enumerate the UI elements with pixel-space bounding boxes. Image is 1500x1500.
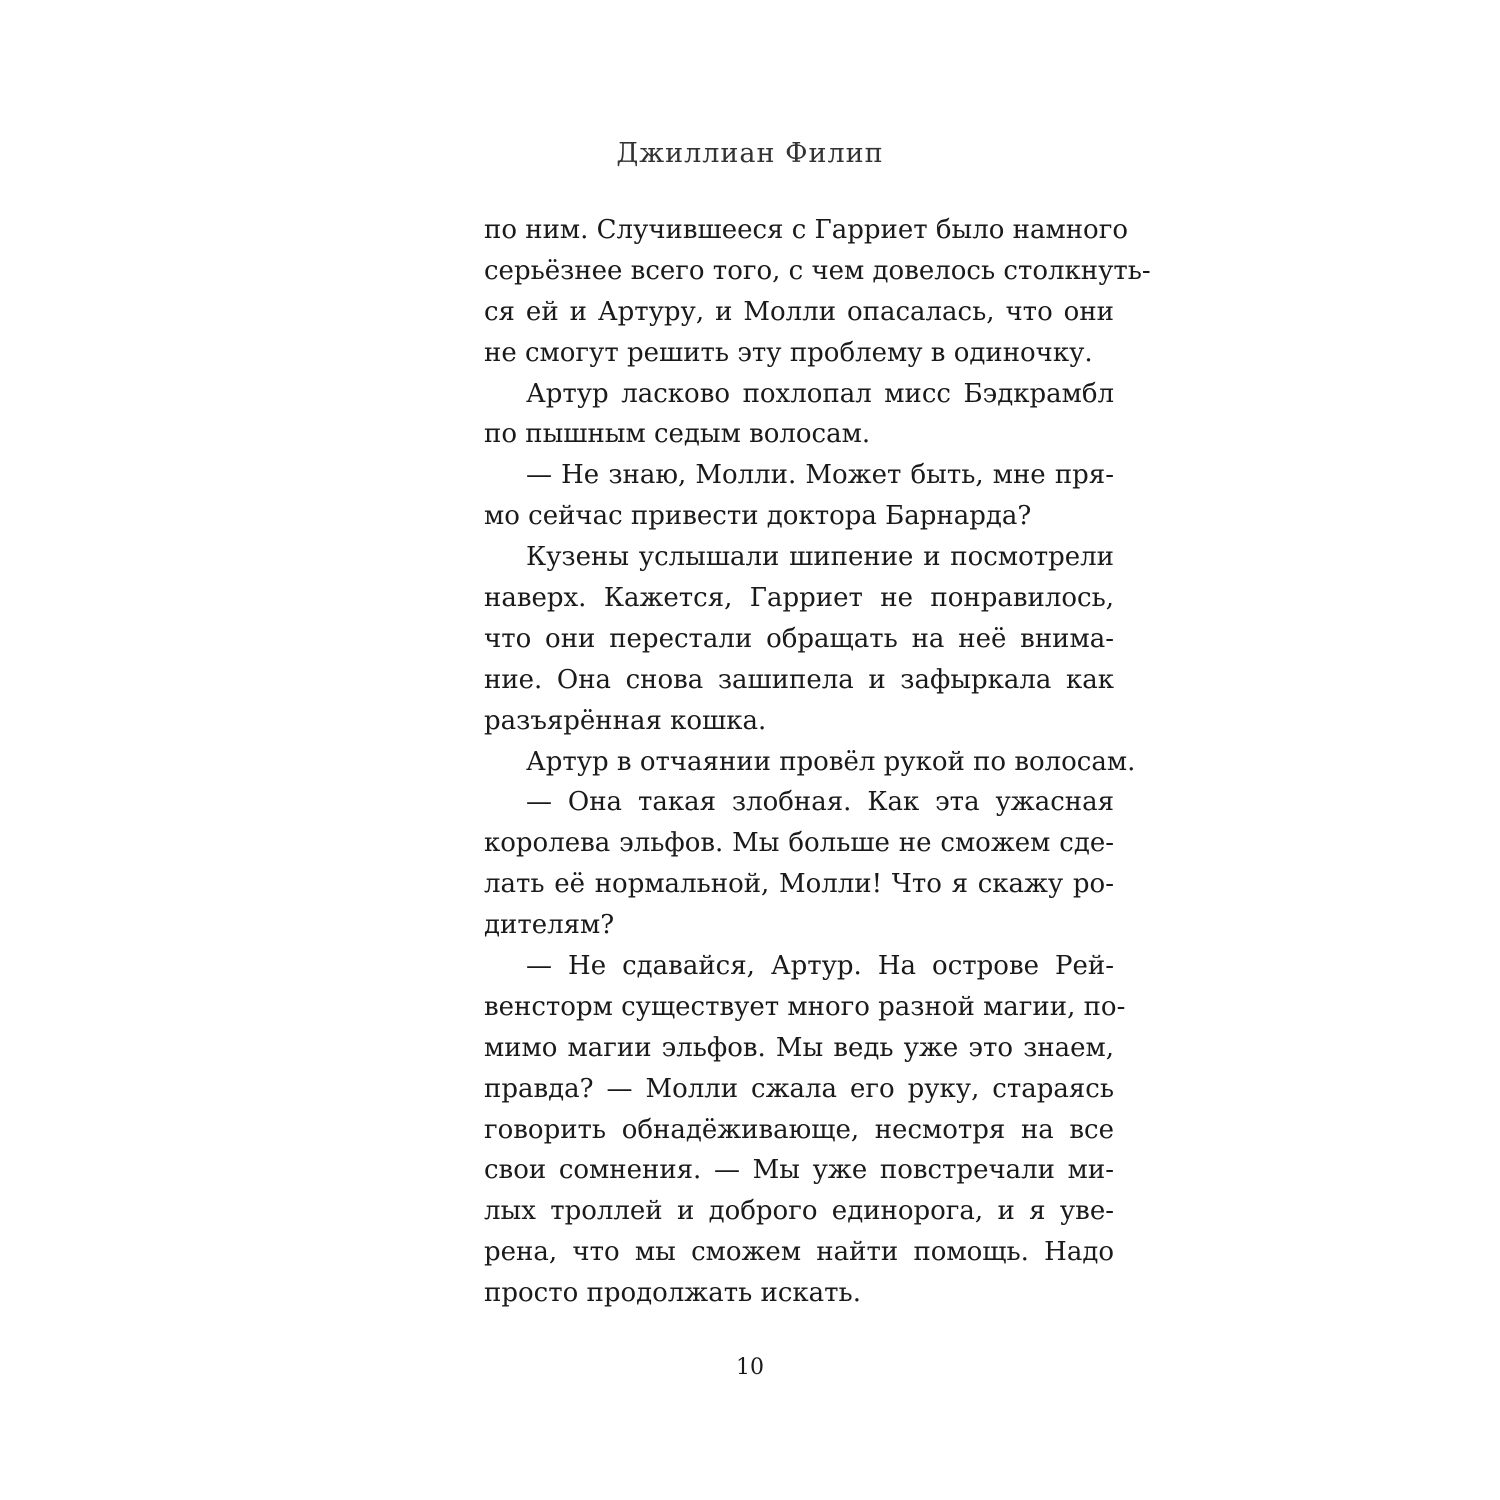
text-line: королева эльфов. Мы больше не сможем сде- [484, 828, 1114, 859]
text-line: по пышным седым волосам. [484, 419, 871, 450]
text-line: венсторм существует много разной магии, по- [484, 991, 1126, 1022]
text-line: не смогут решить эту проблему в одиночку. [484, 337, 1093, 368]
text-line: что они перестали обращать на неё внима- [484, 623, 1114, 654]
text-line: по ним. Случившееся с Гарриет было намного [484, 215, 1128, 245]
text-line: Кузены услышали шипение и посмотрели [526, 542, 1114, 573]
text-line: мо сейчас привести доктора Барнарда? [484, 501, 1032, 532]
body-text [484, 210, 1151, 1314]
text-line: лать её нормальной, Молли! Что я скажу ро- [484, 869, 1114, 900]
text-line: Артур в отчаянии провёл рукой по волосам. [526, 746, 1136, 777]
text-line: наверх. Кажется, Гарриет не понравилось, [484, 583, 1114, 614]
text-line: — Не знаю, Молли. Может быть, мне пря- [526, 460, 1114, 491]
text-line: Артур ласково похлопал мисс Бэдкрамбл [526, 378, 1114, 409]
text-line: серьёзнее всего того, с чем довелось столкнуть- [484, 255, 1151, 286]
text-line: просто продолжать искать. [484, 1278, 861, 1309]
text-line: правда? — Молли сжала его руку, стараясь [484, 1073, 1114, 1104]
page-number: 10 [736, 1355, 764, 1380]
text-line: — Не сдавайся, Артур. На острове Рей- [526, 951, 1114, 982]
text-line: мимо магии эльфов. Мы ведь уже это знаем, [484, 1032, 1114, 1063]
text-line: лых троллей и доброго единорога, и я уве- [484, 1196, 1114, 1227]
text-line: рена, что мы сможем найти помощь. Надо [484, 1237, 1114, 1268]
text-line: говорить обнадёживающе, несмотря на все [484, 1114, 1114, 1145]
text-line: ние. Она снова зашипела и зафыркала как [484, 664, 1114, 695]
text-line: свои сомнения. — Мы уже повстречали ми- [484, 1155, 1114, 1186]
text-line: — Она такая злобная. Как эта ужасная [526, 787, 1114, 818]
text-line: разъярённая кошка. [484, 705, 767, 736]
text-line: ся ей и Артуру, и Молли опасалась, что они [484, 296, 1114, 327]
running-head-author: Джиллиан Филип [616, 138, 884, 169]
text-line: дителям? [484, 910, 615, 941]
